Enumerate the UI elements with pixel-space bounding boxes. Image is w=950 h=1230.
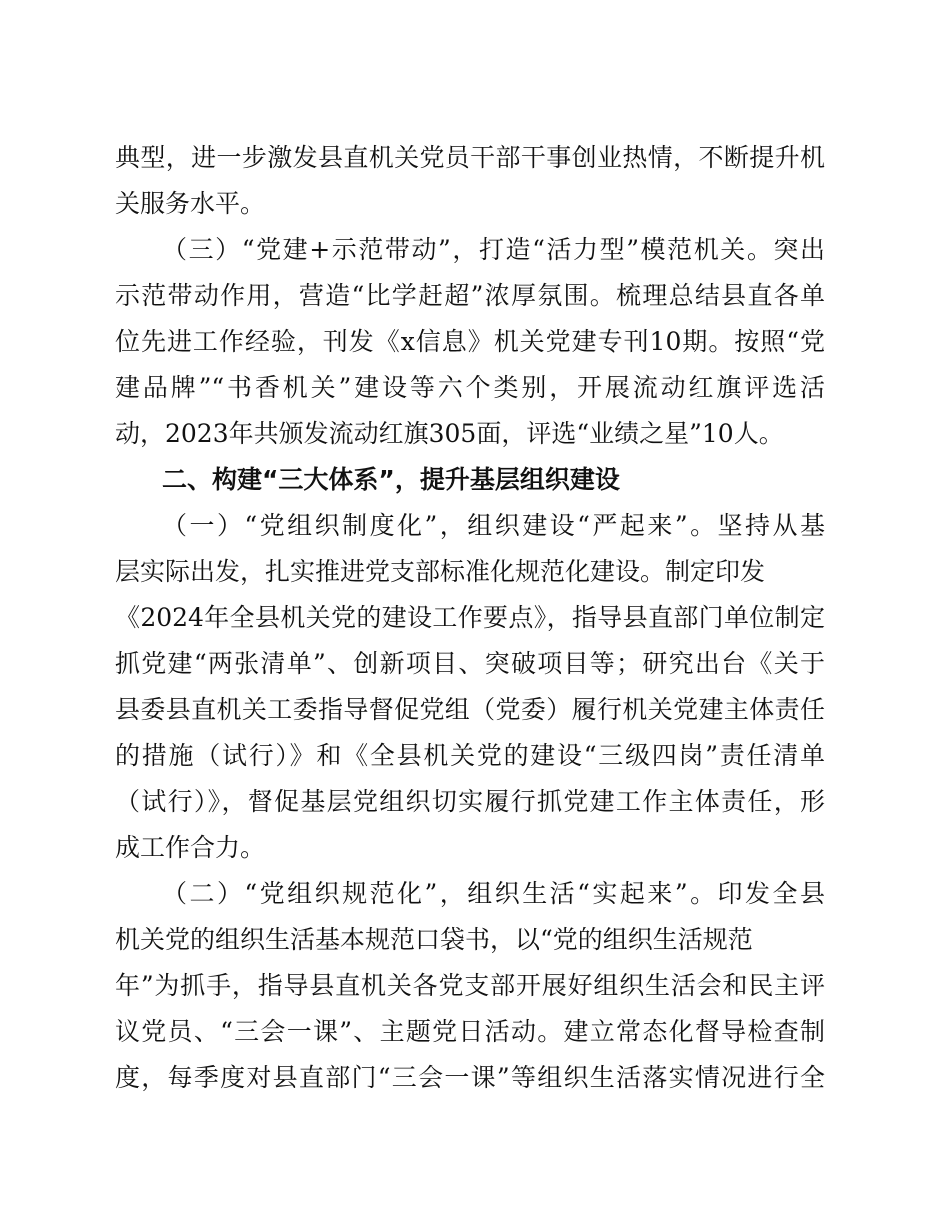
- text-line: 议党员、“三会一课”、主题党日活动。建立常态化督导检查制: [115, 1017, 825, 1046]
- text-line: 年”为抓手，指导县直机关各党支部开展好组织生活会和民主评: [115, 971, 825, 1000]
- text-line: 县委县直机关工委指导督促党组（党委）履行机关党建主体责任: [115, 695, 825, 724]
- text-line: 层实际出发，扎实推进党支部标准化规范化建设。制定印发: [115, 557, 766, 586]
- section-heading: 二、构建“三大体系”，提升基层组织建设: [162, 465, 620, 494]
- text-line: 《2024年全县机关党的建设工作要点》，指导县直部门单位制定: [115, 603, 825, 632]
- paragraph-start-line: （一）“党组织制度化”，组织建设“严起来”。坚持从基: [162, 511, 825, 540]
- text-line: 建品牌”“书香机关”建设等六个类别，开展流动红旗评选活: [115, 373, 825, 402]
- paragraph-start-line: （三）“党建+示范带动”，打造“活力型”模范机关。突出: [162, 235, 825, 264]
- text-line: 机关党的组织生活基本规范口袋书，以“党的组织生活规范: [115, 925, 753, 954]
- text-line: 位先进工作经验，刊发《x信息》机关党建专刊10期。按照“党: [115, 327, 825, 356]
- text-line: 的措施（试行）》和《全县机关党的建设“三级四岗”责任清单: [115, 741, 825, 770]
- text-line: 度，每季度对县直部门“三会一课”等组织生活落实情况进行全: [115, 1063, 825, 1092]
- text-line: 动，2023年共颁发流动红旗305面，评选“业绩之星”10人。: [115, 419, 784, 448]
- text-line: 典型，进一步激发县直机关党员干部干事创业热情，不断提升机: [115, 143, 825, 172]
- text-line: 示范带动作用，营造“比学赶超”浓厚氛围。梳理总结县直各单: [115, 281, 825, 310]
- paragraph-start-line: （二）“党组织规范化”，组织生活“实起来”。印发全县: [162, 879, 825, 908]
- text-line: 关服务水平。: [115, 189, 266, 218]
- text-line: 成工作合力。: [115, 833, 266, 862]
- text-line: 抓党建“两张清单”、创新项目、突破项目等；研究出台《关于: [115, 649, 825, 678]
- text-line: （试行）》，督促基层党组织切实履行抓党建工作主体责任，形: [115, 787, 825, 816]
